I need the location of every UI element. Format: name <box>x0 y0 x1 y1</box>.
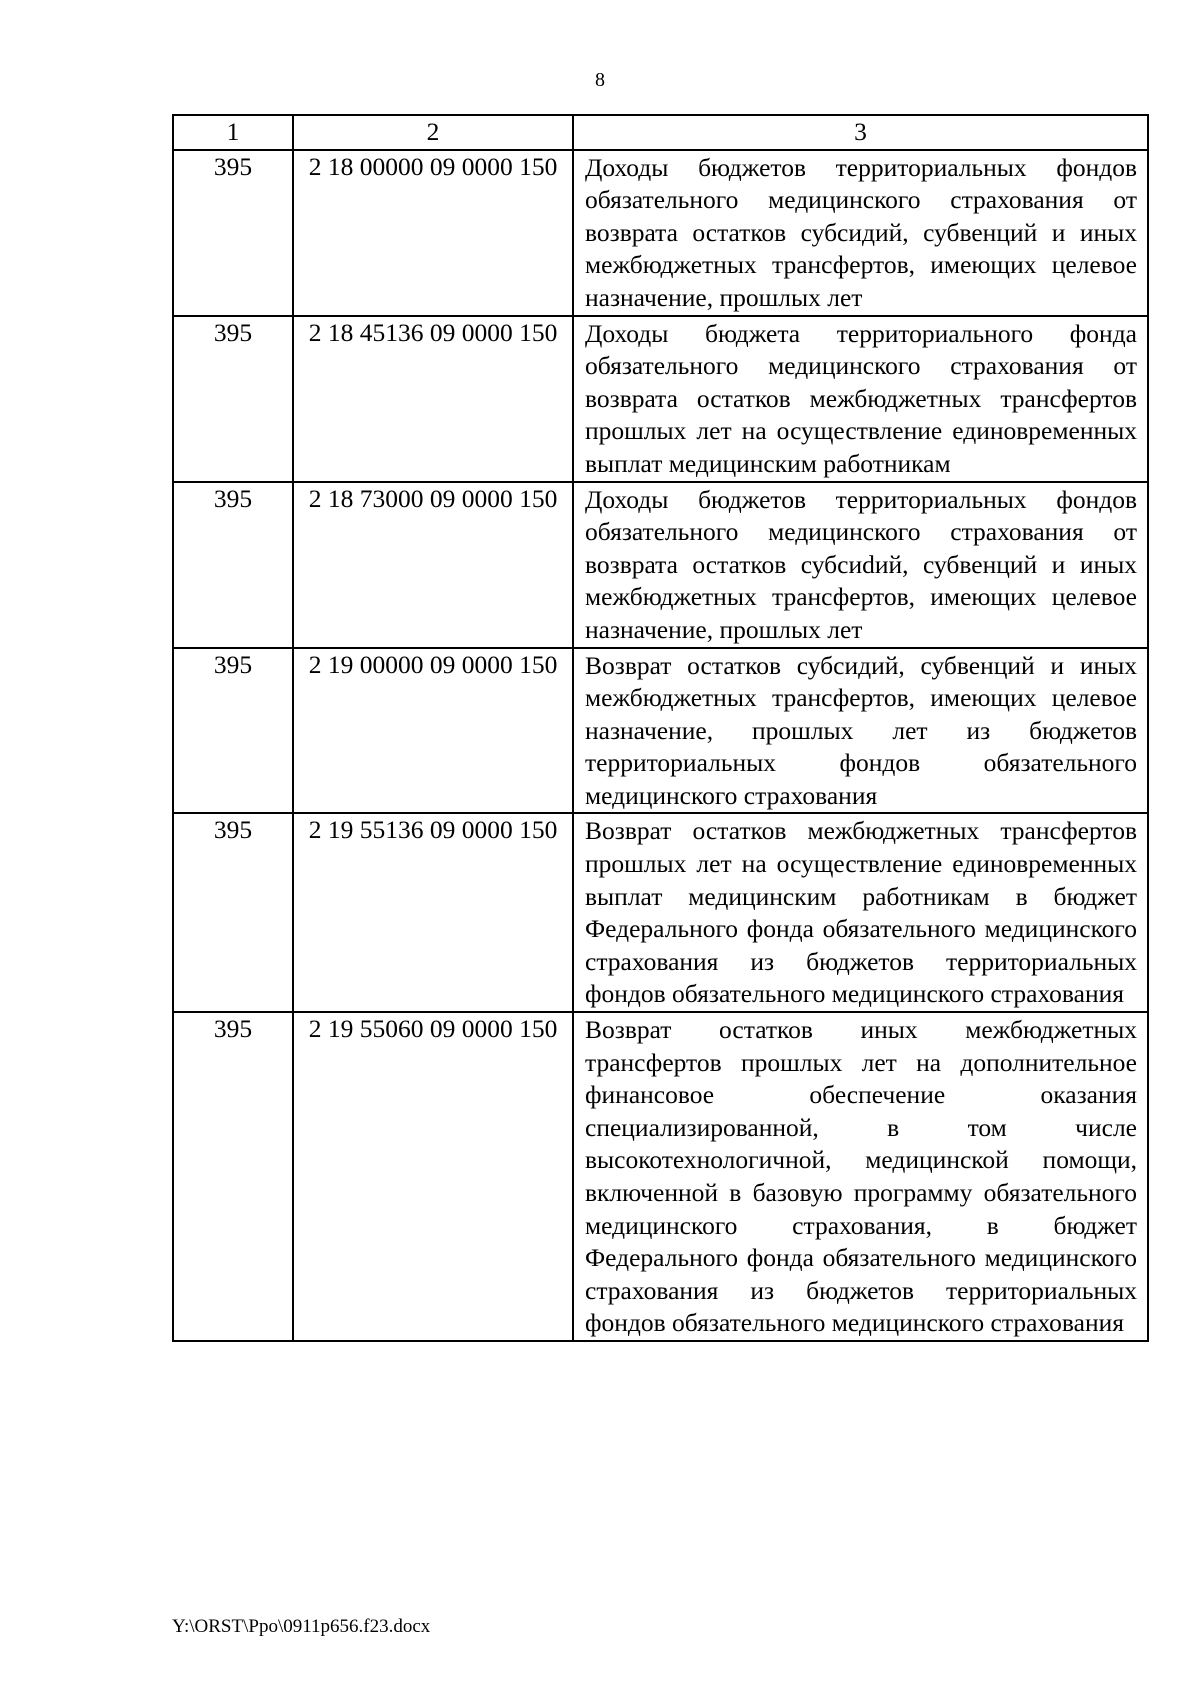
description-text: Возврат остатков межбюджетных трансфертов прошлых лет на осуществление единовременных выплат медицинским работникам в бюджет Федерального фонда обязательного медицинского страхования из бюджетов территориальных фондов обязательного медицинского страхования <box>585 816 1137 1009</box>
admin-code-cell: 395 <box>173 813 293 1012</box>
admin-code-cell: 395 <box>173 648 293 814</box>
description-cell <box>573 482 1148 648</box>
table-row <box>173 1012 1148 1341</box>
table-row <box>173 150 1148 316</box>
budget-code-cell: 2 19 00000 09 0000 150 <box>293 648 573 814</box>
description-cell <box>573 150 1148 316</box>
budget-code-cell: 2 18 45136 09 0000 150 <box>293 316 573 482</box>
description-cell <box>573 316 1148 482</box>
header-cell-2: 2 <box>293 115 573 150</box>
header-cell-1: 1 <box>173 115 293 150</box>
description-text: Возврат остатков субсидий, субвенций и иных межбюджетных трансфертов, имеющих целевое назначение, прошлых лет из бюджетов территориальных фондов обязательного медицинского страхования <box>585 650 1137 810</box>
table-row <box>173 813 1148 1012</box>
description-cell <box>573 813 1148 1012</box>
admin-code-cell: 395 <box>173 316 293 482</box>
description-cell <box>573 648 1148 814</box>
budget-code-cell: 2 18 73000 09 0000 150 <box>293 482 573 648</box>
header-cell-3: 3 <box>573 115 1148 150</box>
budget-code-cell: 2 19 55060 09 0000 150 <box>293 1012 573 1341</box>
admin-code-cell: 395 <box>173 150 293 316</box>
admin-code-cell: 395 <box>173 1012 293 1341</box>
admin-code-cell: 395 <box>173 482 293 648</box>
description-text: Возврат остатков иных межбюджетных трансфертов прошлых лет на дополнительное финансовое обеспечение оказания специализированной, в том числе высокотехнологичной, медицинской помощи, включенной в базовую программу обязательного медицинского страхования, в бюджет Федерального фонда обязательного медицинского страхования из бюджетов территориальных фондов обязательного медицинского страхования <box>585 1015 1137 1338</box>
description-text: Доходы бюджетов территориальных фондов обязательного медицинского страхования от возврата остатков субсиdий, субвенций и иных межбюджетных трансфертов, имеющих целевое назначение, прошлых лет <box>585 484 1137 644</box>
budget-code-cell: 2 19 55136 09 0000 150 <box>293 813 573 1012</box>
table-header-row <box>173 115 1148 150</box>
table-row <box>173 648 1148 814</box>
revenue-codes-table <box>172 114 1149 1342</box>
table-row <box>173 316 1148 482</box>
table-row <box>173 482 1148 648</box>
description-text: Доходы бюджета территориального фонда обязательного медицинского страхования от возврата остатков межбюджетных трансфертов прошлых лет на осуществление единовременных выплат медицинским работникам <box>585 318 1137 478</box>
footer-file-path: Y:\ORST\Ppo\0911p656.f23.docx <box>172 1616 431 1637</box>
description-cell <box>573 1012 1148 1341</box>
budget-code-cell: 2 18 00000 09 0000 150 <box>293 150 573 316</box>
page-number: 8 <box>595 69 605 91</box>
description-text: Доходы бюджетов территориальных фондов обязательного медицинского страхования от возврата остатков субсидий, субвенций и иных межбюджетных трансфертов, имеющих целевое назначение, прошлых лет <box>585 152 1137 312</box>
